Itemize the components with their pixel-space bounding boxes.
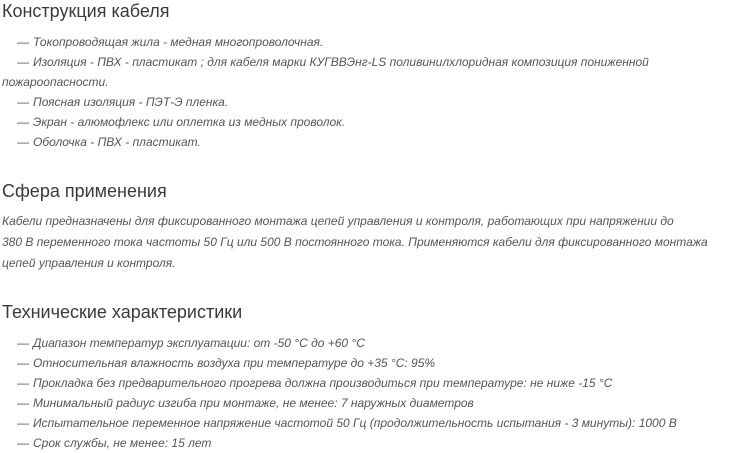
list-item-text: Оболочка - ПВХ - пластикат. [33, 135, 201, 149]
dash-marker: — [17, 95, 29, 109]
list-item [0, 413, 710, 433]
list-item [0, 433, 710, 453]
dash-marker: — [17, 436, 29, 450]
construction-heading: Конструкция кабеля [2, 1, 170, 21]
dash-marker: — [17, 376, 29, 390]
dash-marker: — [17, 356, 29, 370]
dash-marker: — [17, 416, 29, 430]
list-item [0, 52, 710, 72]
list-item [0, 333, 710, 353]
dash-marker: — [17, 135, 29, 149]
list-item-text: Прокладка без предварительного прогрева должна производиться при температуре: не ниже -15 °C [33, 376, 613, 390]
specs-heading: Технические характеристики [2, 302, 243, 322]
list-item [0, 112, 710, 132]
list-item-text: пожароопасности. [2, 75, 109, 89]
application-heading: Сфера применения [2, 181, 167, 201]
list-item-text: Изоляция - ПВХ - пластикат ; для кабеля марки КУГВВЭнг-LS поливинилхлоридная композиция пониженной [33, 55, 649, 69]
application-line: цепей управления и контроля. [2, 256, 176, 270]
list-item-text: Поясная изоляция - ПЭТ-Э пленка. [33, 95, 229, 109]
construction-list [0, 32, 710, 152]
dash-marker: — [17, 336, 29, 350]
list-item [0, 353, 710, 373]
application-line: Кабели предназначены для фиксированного монтажа цепей управления и контроля, работающих при напряжении до [2, 214, 674, 228]
application-text [2, 211, 722, 274]
list-item-text: Относительная влажность воздуха при температуре до +35 °C: 95% [33, 356, 436, 370]
application-line: 380 В переменного тока частоты 50 Гц или 500 В постоянного тока. Применяются кабели для фиксированного монтажа [2, 235, 708, 249]
list-item [0, 32, 710, 52]
dash-marker: — [17, 35, 29, 49]
list-item [0, 92, 710, 112]
list-item-text: Диапазон температур эксплуатации: от -50 °C до +60 °C [33, 336, 365, 350]
list-item [0, 373, 710, 393]
dash-marker: — [17, 55, 29, 69]
specs-list [0, 333, 710, 453]
list-item-text: Испытательное переменное напряжение частотой 50 Гц (продолжительность испытания - 3 минуты): 1000 В [33, 416, 677, 430]
list-item [0, 132, 710, 152]
list-item [0, 393, 710, 413]
dash-marker: — [17, 396, 29, 410]
dash-marker: — [17, 115, 29, 129]
list-item-text: Срок службы, не менее: 15 лет [33, 436, 212, 450]
list-item-text: Токопроводящая жила - медная многопроволочная. [33, 35, 324, 49]
list-item-text: Минимальный радиус изгиба при монтаже, не менее: 7 наружных диаметров [33, 396, 474, 410]
list-item-continuation [0, 72, 710, 92]
list-item-text: Экран - алюмофлекс или оплетка из медных проволок. [33, 115, 346, 129]
